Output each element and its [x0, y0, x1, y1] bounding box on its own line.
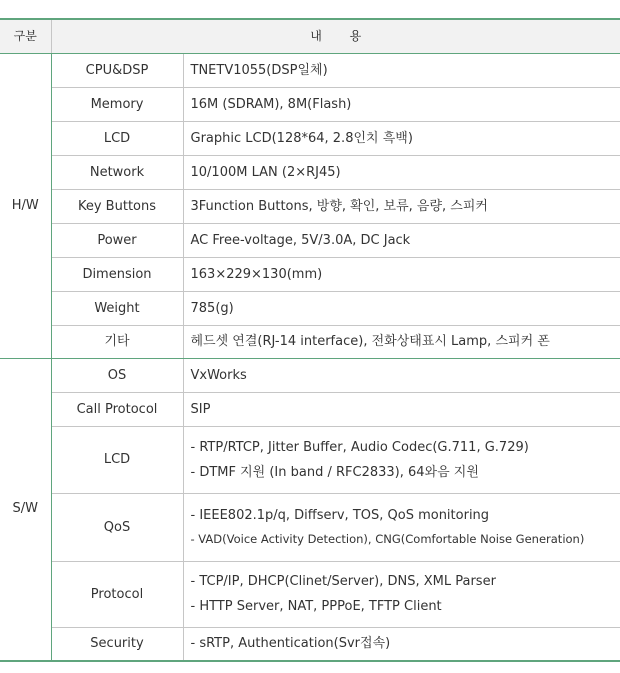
row-label-cpu-dsp: CPU&DSP: [51, 54, 183, 88]
row-value-call-protocol: [183, 393, 620, 427]
table-row: [0, 427, 620, 494]
table-row: [0, 326, 620, 359]
value-line: 헤드셋 연결(RJ-14 interface), 전화상태표시 Lamp, 스피커 폰: [190, 334, 550, 350]
value-line: TNETV1055(DSP일체): [190, 62, 328, 78]
table-row: [0, 190, 620, 224]
row-label-etc: 기타: [51, 326, 183, 359]
category-sw: S/W: [0, 359, 51, 661]
table-row: [0, 122, 620, 156]
value-line: - IEEE802.1p/q, Diffserv, TOS, QoS monitoring: [190, 508, 490, 524]
table-row: [0, 54, 620, 88]
row-label-qos: QoS: [51, 494, 183, 562]
table-row: [0, 88, 620, 122]
spec-table: [0, 18, 620, 662]
value-line: - VAD(Voice Activity Detection), CNG(Comfortable Noise Generation): [190, 531, 585, 546]
row-label-lcd-hw: LCD: [51, 122, 183, 156]
row-value-lcd-sw: [183, 427, 620, 494]
value-line: 785(g): [190, 300, 234, 316]
row-value-protocol: [183, 562, 620, 628]
value-line: AC Free-voltage, 5V/3.0A, DC Jack: [190, 232, 411, 248]
row-label-power: Power: [51, 224, 183, 258]
row-value-network: [183, 156, 620, 190]
table-row: [0, 258, 620, 292]
value-line: - TCP/IP, DHCP(Clinet/Server), DNS, XML Parser: [190, 574, 496, 590]
row-label-protocol: Protocol: [51, 562, 183, 628]
table-row: [0, 292, 620, 326]
row-value-cpu-dsp: [183, 54, 620, 88]
value-line: - HTTP Server, NAT, PPPoE, TFTP Client: [190, 599, 442, 614]
category-hw: H/W: [0, 54, 51, 359]
table-row: [0, 224, 620, 258]
value-line: - RTP/RTCP, Jitter Buffer, Audio Codec(G.711, G.729): [190, 439, 529, 455]
row-value-key-buttons: [183, 190, 620, 224]
row-value-power: [183, 224, 620, 258]
value-line: 163×229×130(mm): [190, 266, 323, 282]
row-value-weight: [183, 292, 620, 326]
value-line: Graphic LCD(128*64, 2.8인치 흑백): [190, 130, 413, 146]
value-line: 3Function Buttons, 방향, 확인, 보류, 음량, 스피커: [190, 198, 488, 214]
value-line: - sRTP, Authentication(Svr접속): [190, 635, 391, 651]
table-row: [0, 628, 620, 661]
row-label-weight: Weight: [51, 292, 183, 326]
row-label-os: OS: [51, 359, 183, 393]
row-value-os: [183, 359, 620, 393]
row-value-security: [183, 628, 620, 661]
header-content: 내 용: [51, 19, 620, 54]
row-label-memory: Memory: [51, 88, 183, 122]
row-label-call-protocol: Call Protocol: [51, 393, 183, 427]
row-label-lcd-sw: LCD: [51, 427, 183, 494]
value-line: 16M (SDRAM), 8M(Flash): [190, 96, 352, 112]
row-value-etc: [183, 326, 620, 359]
value-line: SIP: [190, 401, 211, 417]
row-label-dimension: Dimension: [51, 258, 183, 292]
row-value-memory: [183, 88, 620, 122]
row-value-dimension: [183, 258, 620, 292]
row-value-lcd-hw: [183, 122, 620, 156]
value-line: - DTMF 지원 (In band / RFC2833), 64와음 지원: [190, 464, 479, 480]
table-row: [0, 393, 620, 427]
row-value-qos: [183, 494, 620, 562]
row-label-security: Security: [51, 628, 183, 661]
table-row: [0, 494, 620, 562]
header-category: 구분: [0, 19, 51, 54]
value-line: VxWorks: [190, 367, 247, 383]
table-row: [0, 359, 620, 393]
value-line: 10/100M LAN (2×RJ45): [190, 164, 341, 180]
row-label-network: Network: [51, 156, 183, 190]
table-row: [0, 156, 620, 190]
table-row: [0, 562, 620, 628]
row-label-key-buttons: Key Buttons: [51, 190, 183, 224]
header-row: [0, 19, 620, 54]
